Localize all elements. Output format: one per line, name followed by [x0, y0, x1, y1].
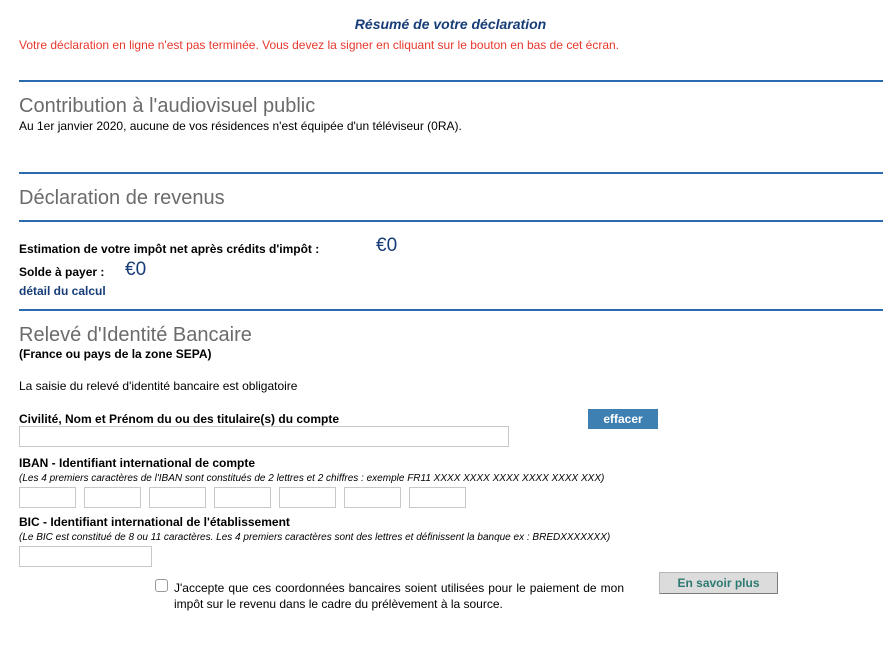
iban-input-6[interactable]	[344, 487, 401, 508]
iban-hint: (Les 4 premiers caractères de l'IBAN sont constitués de 2 lettres et 2 chiffres : exemple FR11 XXXX XXXX XXXX XXXX XXXX XXX)	[19, 473, 605, 484]
calculation-detail-link[interactable]: détail du calcul	[19, 284, 106, 298]
rib-mandatory-text: La saisie du relevé d'identité bancaire est obligatoire	[19, 379, 298, 393]
section-divider	[19, 80, 883, 82]
iban-input-4[interactable]	[214, 487, 271, 508]
balance-value: €0	[125, 259, 147, 280]
iban-input-5[interactable]	[279, 487, 336, 508]
account-holder-input[interactable]	[19, 426, 509, 447]
bic-hint: (Le BIC est constitué de 8 ou 11 caractères. Les 4 premiers caractères sont des lettres et définissent la banque ex : BREDXXXXXXX)	[19, 532, 611, 543]
account-holder-label: Civilité, Nom et Prénom du ou des titulaire(s) du compte	[19, 412, 340, 426]
iban-input-3[interactable]	[149, 487, 206, 508]
balance-label: Solde à payer :	[19, 265, 105, 279]
tax-estimate-value: €0	[376, 235, 398, 256]
section-divider	[19, 309, 883, 311]
income-section-title: Déclaration de revenus	[19, 187, 225, 209]
accept-checkbox[interactable]	[155, 579, 168, 592]
rib-section-title: Relevé d'Identité Bancaire	[19, 324, 252, 346]
tax-estimate-label: Estimation de votre impôt net après crédits d'impôt :	[19, 242, 320, 256]
iban-input-7[interactable]	[409, 487, 466, 508]
unsigned-warning: Votre déclaration en ligne n'est pas terminée. Vous devez la signer en cliquant sur le bouton en bas de cet écran.	[19, 38, 620, 52]
clear-button[interactable]: effacer	[588, 409, 658, 429]
section-divider	[19, 172, 883, 174]
audiovisual-status-text: Au 1er janvier 2020, aucune de vos résidences n'est équipée d'un téléviseur (0RA).	[19, 119, 462, 133]
rib-subtitle: (France ou pays de la zone SEPA)	[19, 347, 212, 361]
iban-label: IBAN - Identifiant international de compte	[19, 456, 256, 470]
accept-text: J'accepte que ces coordonnées bancaires soient utilisées pour le paiement de mon impôt sur le revenu dans le cadre du prélèvement à la source.	[174, 581, 624, 611]
bic-input[interactable]	[19, 546, 152, 567]
learn-more-button[interactable]: En savoir plus	[659, 572, 778, 594]
bic-label: BIC - Identifiant international de l'établissement	[19, 515, 290, 529]
section-divider	[19, 220, 883, 222]
audiovisual-section-title: Contribution à l'audiovisuel public	[19, 95, 316, 117]
iban-input-1[interactable]	[19, 487, 76, 508]
iban-input-2[interactable]	[84, 487, 141, 508]
page-title: Résumé de votre déclaration	[354, 16, 547, 32]
